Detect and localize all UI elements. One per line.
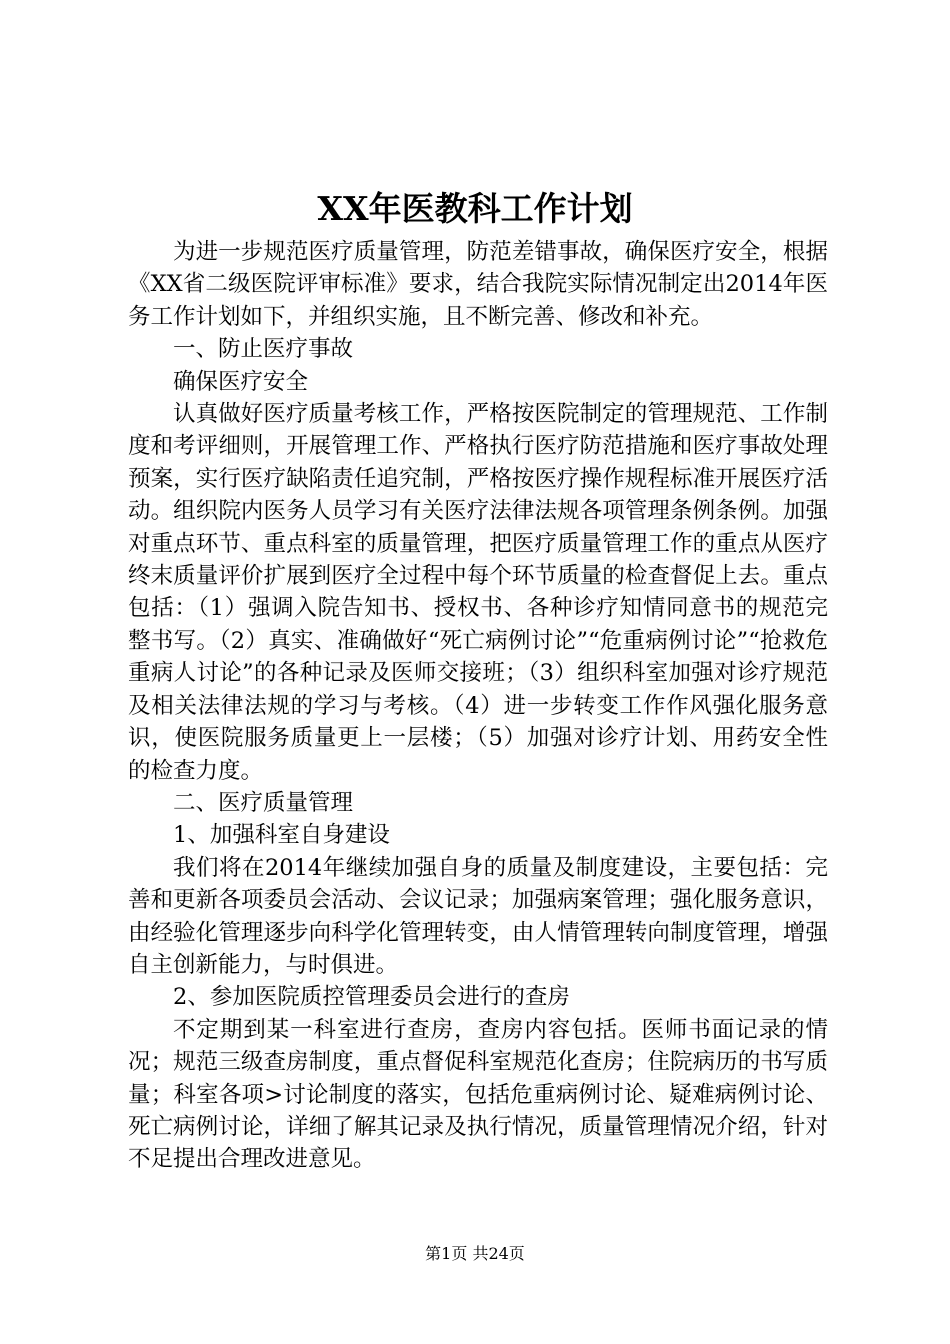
section-heading-2: 二、医疗质量管理	[173, 789, 354, 816]
subsection-heading-2: 2、参加医院质控管理委员会进行的查房	[173, 984, 570, 1011]
paragraph-intro: 为进一步规范医疗质量管理，防范差错事故，确保医疗安全，根据《XX省二级医院评审标准》要求，结合我院实际情况制定出2014年医务工作计划如下，并组织实施，且不断完善、修改和补充。	[128, 239, 828, 330]
section-subheading-1: 确保医疗安全	[173, 368, 309, 395]
document-body	[128, 236, 828, 1176]
document-title: XX年医教科工作计划	[317, 189, 633, 228]
section-heading-1: 一、防止医疗事故	[173, 336, 354, 363]
paragraph-self-construction: 我们将在2014年继续加强自身的质量及制度建设，主要包括：完善和更新各项委员会活动、会议记录；加强病案管理；强化服务意识，由经验化管理逐步向科学化管理转变，由人情管理转向制度管理，增强自主创新能力，与时俱进。	[128, 854, 828, 978]
subsection-heading-1: 1、加强科室自身建设	[173, 822, 390, 849]
paragraph-ward-rounds: 不定期到某一科室进行查房，查房内容包括。医师书面记录的情况；规范三级查房制度，重点督促科室规范化查房；住院病历的书写质量；科室各项>讨论制度的落实，包括危重病例讨论、疑难病例讨论、死亡病例讨论，详细了解其记录及执行情况，质量管理情况介绍，针对不足提出合理改进意见。	[128, 1016, 828, 1173]
paragraph-quality-assessment: 认真做好医疗质量考核工作，严格按医院制定的管理规范、工作制度和考评细则，开展管理工作、严格执行医疗防范措施和医疗事故处理预案，实行医疗缺陷责任追究制，严格按医疗操作规程标准开展医疗活动。组织院内医务人员学习有关医疗法律法规各项管理条例条例。加强对重点环节、重点科室的质量管理，把医疗质量管理工作的重点从医疗终末质量评价扩展到医疗全过程中每个环节质量的检查督促上去。重点包括：（1）强调入院告知书、授权书、各种诊疗知情同意书的规范完整书写。（2）真实、准确做好“死亡病例讨论”“危重病例讨论”“抢救危重病人讨论”的各种记录及医师交接班；（3）组织科室加强对诊疗规范及相关法律法规的学习与考核。（4）进一步转变工作作风强化服务意识，使医院服务质量更上一层楼；（5）加强对诊疗计划、用药安全性的检查力度。	[128, 401, 828, 784]
page-footer: 第1页 共24页	[425, 1244, 525, 1263]
